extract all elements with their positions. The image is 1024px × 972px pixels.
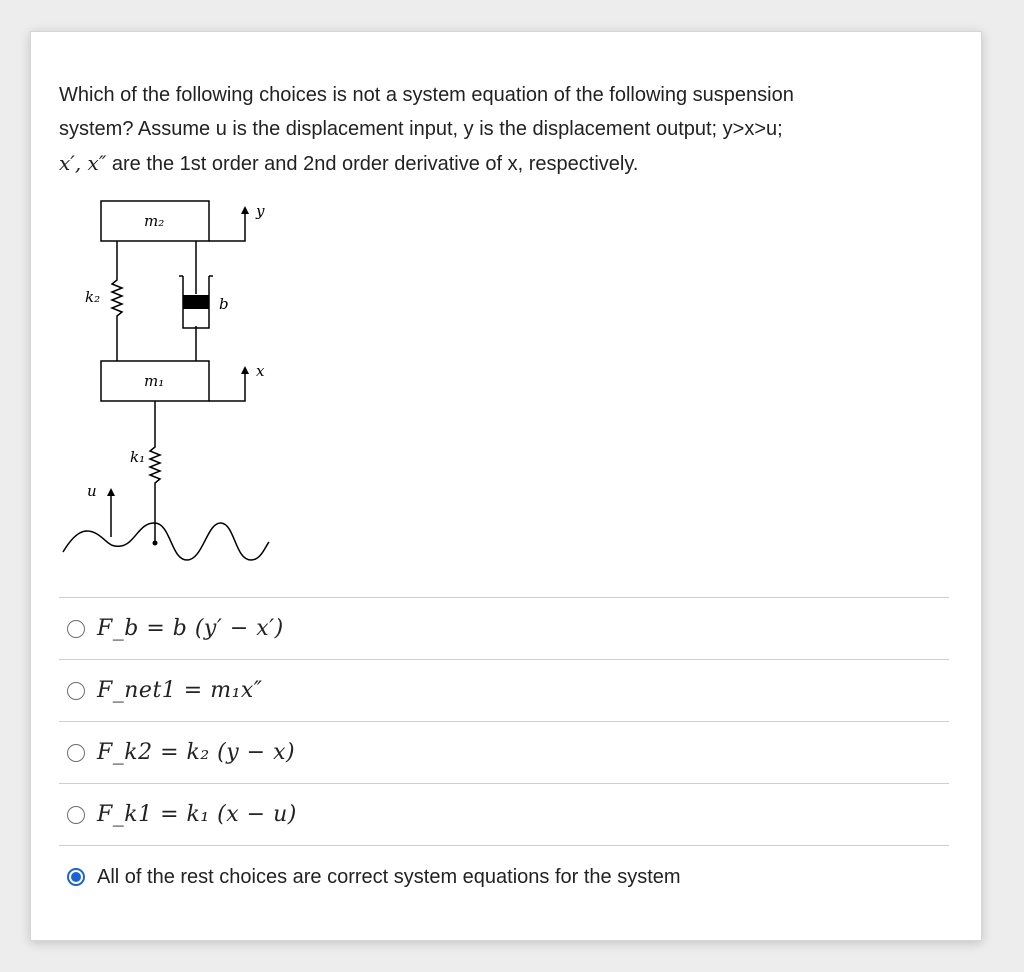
label-y: y	[256, 202, 265, 220]
derivative-description: are the 1st order and 2nd order derivative of x, respectively.	[106, 153, 639, 175]
radio-dot	[71, 872, 81, 882]
radio-button-selected[interactable]	[67, 868, 85, 886]
question-line-3	[59, 146, 939, 181]
radio-button[interactable]	[67, 682, 85, 700]
choice-1[interactable]	[59, 597, 949, 659]
road-profile	[63, 523, 269, 560]
question-line-2: system? Assume u is the displacement input, y is the displacement output; y>x>u;	[59, 118, 783, 140]
question-card	[30, 31, 982, 941]
derivative-vars: x′, x″	[59, 151, 107, 175]
question-line-1: Which of the following choices is not a system equation of the following suspension	[59, 84, 794, 106]
choice-label: F_k1 = k₁ (x − u)	[97, 802, 297, 827]
suspension-diagram	[55, 192, 295, 572]
label-x: x	[256, 362, 265, 380]
radio-button[interactable]	[67, 744, 85, 762]
choice-label: F_net1 = m₁x″	[97, 678, 263, 703]
label-m1: m₁	[144, 372, 165, 390]
answer-choices	[59, 597, 949, 908]
label-b: b	[219, 295, 229, 313]
choice-5[interactable]	[59, 845, 949, 908]
label-u: u	[87, 482, 97, 500]
spring-k1	[150, 401, 160, 543]
spring-k2	[112, 241, 122, 361]
choice-2[interactable]	[59, 659, 949, 721]
choice-3[interactable]	[59, 721, 949, 783]
choice-label: F_k2 = k₂ (y − x)	[97, 740, 296, 765]
choice-label: F_b = b (y′ − x′)	[97, 616, 284, 641]
label-m2: m₂	[144, 212, 165, 230]
radio-button[interactable]	[67, 620, 85, 638]
label-k2: k₂	[85, 288, 101, 306]
damper-piston	[183, 295, 209, 309]
question-text	[59, 78, 939, 181]
choice-4[interactable]	[59, 783, 949, 845]
choice-label: All of the rest choices are correct system equations for the system	[97, 865, 681, 888]
label-k1: k₁	[130, 448, 146, 466]
radio-button[interactable]	[67, 806, 85, 824]
